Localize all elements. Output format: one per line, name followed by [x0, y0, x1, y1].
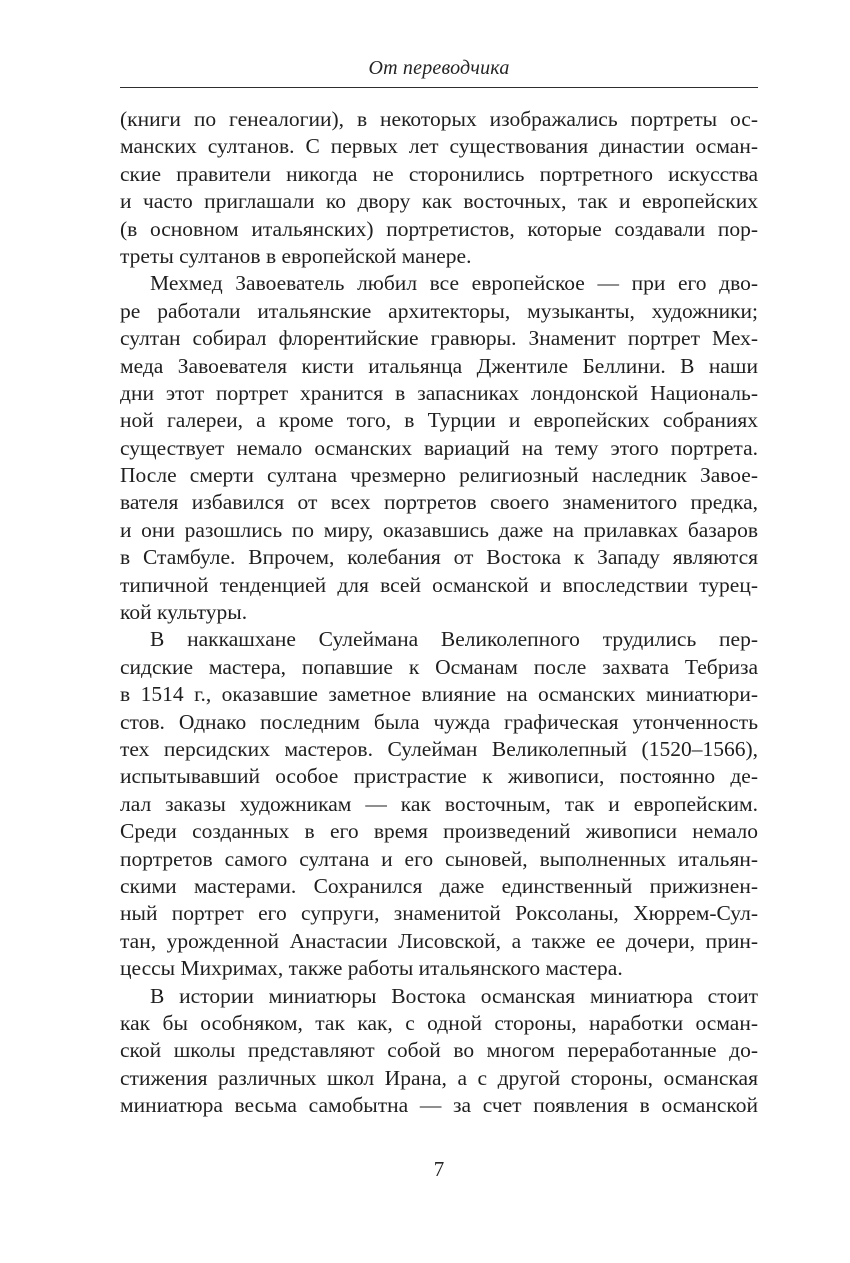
text-line: сидские мастера, попавшие к Османам после захвата Тебриза: [120, 654, 758, 679]
text-line: как бы особняком, так как, с одной стороны, наработки осман-: [120, 1010, 758, 1035]
text-line: В истории миниатюры Востока османская миниатюра стоит: [150, 983, 758, 1008]
text-line: манских султанов. С первых лет существования династии осман-: [120, 134, 758, 159]
text-line: меда Завоевателя кисти итальянца Джентиле Беллини. В наши: [120, 353, 758, 378]
text-line: скими мастерами. Сохранился даже единственный прижизнен-: [120, 873, 758, 898]
text-line: портретов самого султана и его сыновей, выполненных итальян-: [120, 846, 758, 871]
text-line: лал заказы художникам — как восточным, так и европейским.: [120, 791, 758, 816]
text-line: в 1514 г., оказавшие заметное влияние на османских миниатюри-: [120, 682, 758, 707]
text-line: дни этот портрет хранится в запасниках лондонской Националь-: [120, 380, 758, 405]
running-header: От переводчика: [368, 57, 510, 79]
text-line: ской школы представляют собой во многом переработанные до-: [120, 1038, 758, 1063]
text-line: ной галереи, а кроме того, в Турции и европейских собраниях: [120, 408, 758, 433]
text-line: треты султанов в европейской манере.: [120, 243, 472, 268]
text-line: стижения различных школ Ирана, а с другой стороны, османская: [120, 1065, 758, 1090]
text-line: цессы Михримах, также работы итальянского мастера.: [120, 956, 623, 981]
text-line: ре работали итальянские архитекторы, музыканты, художники;: [120, 298, 758, 323]
text-line: и они разошлись по миру, оказавшись даже на прилавках базаров: [120, 517, 758, 542]
text-line: Среди созданных в его время произведений живописи немало: [120, 819, 758, 844]
text-line: в Стамбуле. Впрочем, колебания от Востока к Западу являются: [120, 545, 758, 570]
text-line: и часто приглашали ко двору как восточных, так и европейских: [120, 189, 758, 214]
text-line: В наккашхане Сулеймана Великолепного трудились пер-: [150, 627, 758, 652]
header-rule: [120, 87, 758, 88]
body-text: [120, 106, 758, 1119]
text-line: ный портрет его супруги, знаменитой Роксоланы, Хюррем-Сул-: [120, 901, 758, 926]
text-line: (книги по генеалогии), в некоторых изображались портреты ос-: [120, 107, 758, 131]
text-line: (в основном итальянских) портретистов, которые создавали пор-: [120, 216, 758, 241]
text-line: испытывавший особое пристрастие к живописи, постоянно де-: [120, 764, 758, 789]
text-line: существует немало османских вариаций на тему этого портрета.: [120, 435, 758, 460]
text-line: вателя избавился от всех портретов своего знаменитого предка,: [120, 490, 758, 515]
text-line: После смерти султана чрезмерно религиозный наследник Завое-: [120, 463, 758, 488]
text-line: султан собирал флорентийские гравюры. Знаменит портрет Мех-: [120, 326, 758, 351]
text-line: Мехмед Завоеватель любил все европейское — при его дво-: [150, 271, 758, 296]
text-line: миниатюра весьма самобытна — за счет появления в османской: [120, 1093, 758, 1118]
text-line: тех персидских мастеров. Сулейман Великолепный (1520–1566),: [120, 736, 758, 761]
text-line: тан, урожденной Анастасии Лисовской, а также ее дочери, прин-: [120, 928, 758, 953]
text-line: стов. Однако последним была чужда графическая утонченность: [120, 709, 758, 734]
page-number: 7: [433, 1157, 445, 1181]
text-line: ские правители никогда не сторонились портретного искусства: [120, 161, 758, 186]
text-line: типичной тенденцией для всей османской и впоследствии турец-: [120, 572, 758, 597]
text-line: кой культуры.: [120, 600, 248, 625]
